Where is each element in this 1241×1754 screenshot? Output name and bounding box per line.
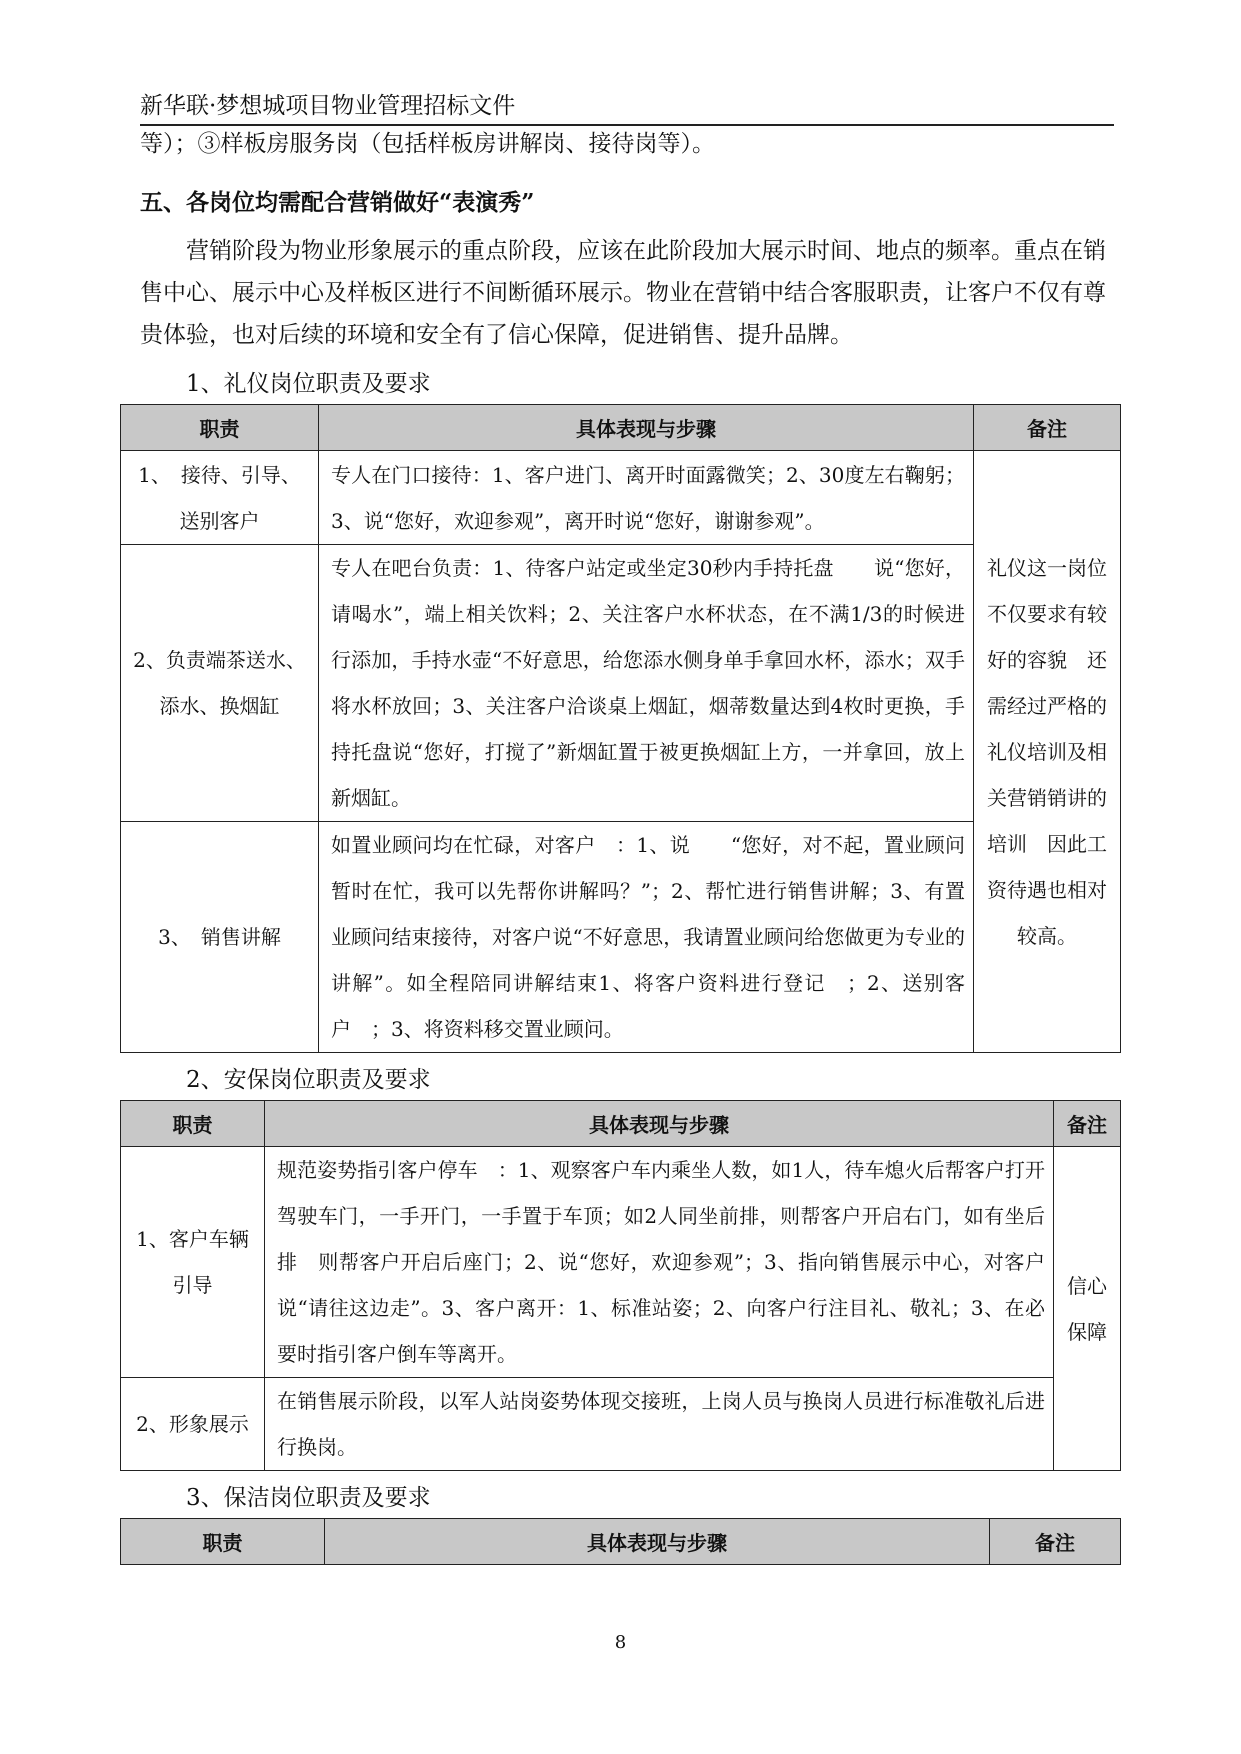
table-row	[121, 1147, 1121, 1378]
section-paragraph	[140, 230, 1120, 356]
header-duty: 职责	[121, 405, 319, 451]
note-cell: 礼仪这一岗位不仅要求有较好的容貌 还需经过严格的礼仪培训及相关营销销讲的培训 因此工资待遇也相对较高。	[974, 451, 1121, 1053]
duty-cell: 3、 销售讲解	[121, 822, 319, 1053]
header-steps: 具体表现与步骤	[265, 1101, 1054, 1147]
security-table	[120, 1100, 1121, 1471]
continuation-text: 等）；③样板房服务岗（包括样板房讲解岗、接待岗等）。	[140, 131, 715, 157]
table-row	[121, 822, 1121, 1053]
duty-cell: 2、形象展示	[121, 1378, 265, 1471]
header-duty: 职责	[121, 1101, 265, 1147]
table-row	[121, 1378, 1121, 1471]
steps-cell: 在销售展示阶段，以军人站岗姿势体现交接班，上岗人员与换岗人员进行标准敬礼后进行换岗。	[265, 1378, 1054, 1471]
steps-cell: 专人在吧台负责：1、待客户站定或坐定30秒内手持托盘 说“您好，请喝水”，端上相关饮料；2、关注客户水杯状态，在不满1/3的时候进行添加，手持水壶“不好意思，给您添水侧身单手拿回水杯，添水；双手将水杯放回；3、关注客户洽谈桌上烟缸，烟蒂数量达到4枚时更换，手持托盘说“您好，打搅了”新烟缸置于被更换烟缸上方，一并拿回，放上新烟缸。	[319, 545, 974, 822]
header-duty: 职责	[121, 1519, 325, 1565]
header-note: 备注	[990, 1519, 1121, 1565]
duty-cell: 2、负责端茶送水、添水、换烟缸	[121, 545, 319, 822]
table1-title: 1、礼仪岗位职责及要求	[186, 371, 431, 397]
table-header-row	[121, 405, 1121, 451]
header-note: 备注	[1054, 1101, 1121, 1147]
note-cell: 信心保障	[1054, 1147, 1121, 1471]
page-number: 8	[614, 1632, 627, 1653]
document-title: 新华联·梦想城项目物业管理招标文件	[140, 93, 516, 119]
section-heading: 五、各岗位均需配合营销做好“表演秀”	[140, 189, 535, 216]
duty-cell: 1、客户车辆引导	[121, 1147, 265, 1378]
header-steps: 具体表现与步骤	[325, 1519, 990, 1565]
table-header-row	[121, 1101, 1121, 1147]
table-row	[121, 545, 1121, 822]
table3-title: 3、保洁岗位职责及要求	[186, 1485, 431, 1511]
header-note: 备注	[974, 405, 1121, 451]
duty-cell: 1、 接待、引导、送别客户	[121, 451, 319, 545]
header-steps: 具体表现与步骤	[319, 405, 974, 451]
steps-cell: 规范姿势指引客户停车 ：1、观察客户车内乘坐人数，如1人，待车熄火后帮客户打开驾驶车门，一手开门，一手置于车顶；如2人同坐前排，则帮客户开启右门，如有坐后排 则帮客户开启后座门；2、说“您好，欢迎参观”；3、指向销售展示中心，对客户说“请往这边走”。3、客户离开：1、标准站姿；2、向客户行注目礼、敬礼；3、在必要时指引客户倒车等离开。	[265, 1147, 1054, 1378]
table-row	[121, 451, 1121, 545]
etiquette-table	[120, 404, 1121, 1053]
steps-cell: 如置业顾问均在忙碌，对客户 ：1、说 “您好，对不起，置业顾问暂时在忙，我可以先帮你讲解吗？”；2、帮忙进行销售讲解；3、有置业顾问结束接待，对客户说“不好意思，我请置业顾问给您做更为专业的讲解”。如全程陪同讲解结束1、将客户资料进行登记 ；2、送别客户 ；3、将资料移交置业顾问。	[319, 822, 974, 1053]
page-header	[140, 88, 1114, 126]
paragraph-text: 营销阶段为物业形象展示的重点阶段，应该在此阶段加大展示时间、地点的频率。重点在销售中心、展示中心及样板区进行不间断循环展示。物业在营销中结合客服职责，让客户不仅有尊贵体验，也对后续的环境和安全有了信心保障，促进销售、提升品牌。	[140, 238, 1106, 348]
table-header-row	[121, 1519, 1121, 1565]
cleaning-table	[120, 1518, 1121, 1565]
steps-cell: 专人在门口接待：1、客户进门、离开时面露微笑；2、30度左右鞠躬；3、说“您好，欢迎参观”，离开时说“您好，谢谢参观”。	[319, 451, 974, 545]
table2-title: 2、安保岗位职责及要求	[186, 1067, 431, 1093]
